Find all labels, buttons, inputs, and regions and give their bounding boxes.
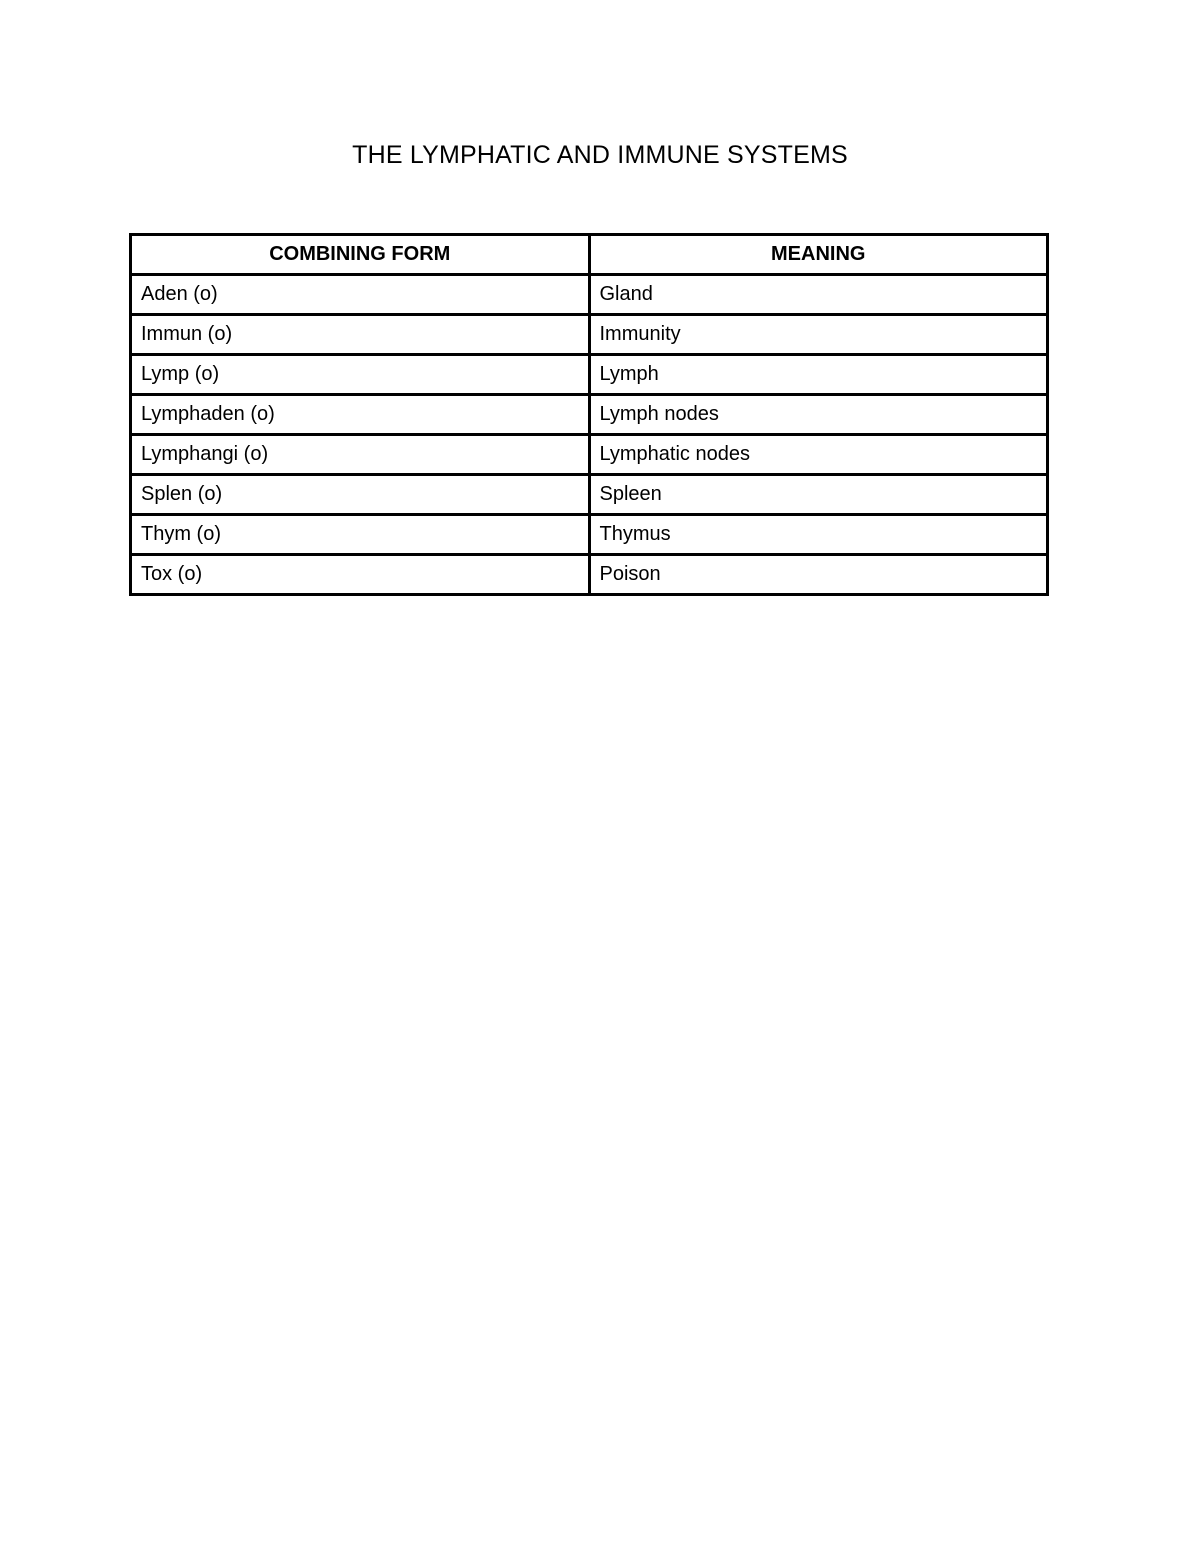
table-row bbox=[131, 435, 1048, 475]
table-row bbox=[131, 515, 1048, 555]
table-row bbox=[131, 555, 1048, 595]
combining-form-cell: Lymp (o) bbox=[131, 355, 590, 395]
meaning-cell: Gland bbox=[589, 275, 1048, 315]
combining-form-cell: Splen (o) bbox=[131, 475, 590, 515]
combining-form-cell: Immun (o) bbox=[131, 315, 590, 355]
meaning-cell: Spleen bbox=[589, 475, 1048, 515]
column-header-meaning: MEANING bbox=[589, 235, 1048, 275]
table-row bbox=[131, 275, 1048, 315]
combining-form-cell: Aden (o) bbox=[131, 275, 590, 315]
table-row bbox=[131, 475, 1048, 515]
meaning-cell: Immunity bbox=[589, 315, 1048, 355]
combining-forms-table bbox=[129, 233, 1049, 596]
combining-form-cell: Lymphaden (o) bbox=[131, 395, 590, 435]
table-header-row bbox=[131, 235, 1048, 275]
page-title: THE LYMPHATIC AND IMMUNE SYSTEMS bbox=[352, 141, 848, 169]
combining-form-cell: Tox (o) bbox=[131, 555, 590, 595]
column-header-combining-form: COMBINING FORM bbox=[131, 235, 590, 275]
meaning-cell: Thymus bbox=[589, 515, 1048, 555]
combining-form-cell: Lymphangi (o) bbox=[131, 435, 590, 475]
table-row bbox=[131, 315, 1048, 355]
meaning-cell: Poison bbox=[589, 555, 1048, 595]
table-row bbox=[131, 395, 1048, 435]
meaning-cell: Lymphatic nodes bbox=[589, 435, 1048, 475]
combining-form-cell: Thym (o) bbox=[131, 515, 590, 555]
meaning-cell: Lymph nodes bbox=[589, 395, 1048, 435]
meaning-cell: Lymph bbox=[589, 355, 1048, 395]
table-row bbox=[131, 355, 1048, 395]
